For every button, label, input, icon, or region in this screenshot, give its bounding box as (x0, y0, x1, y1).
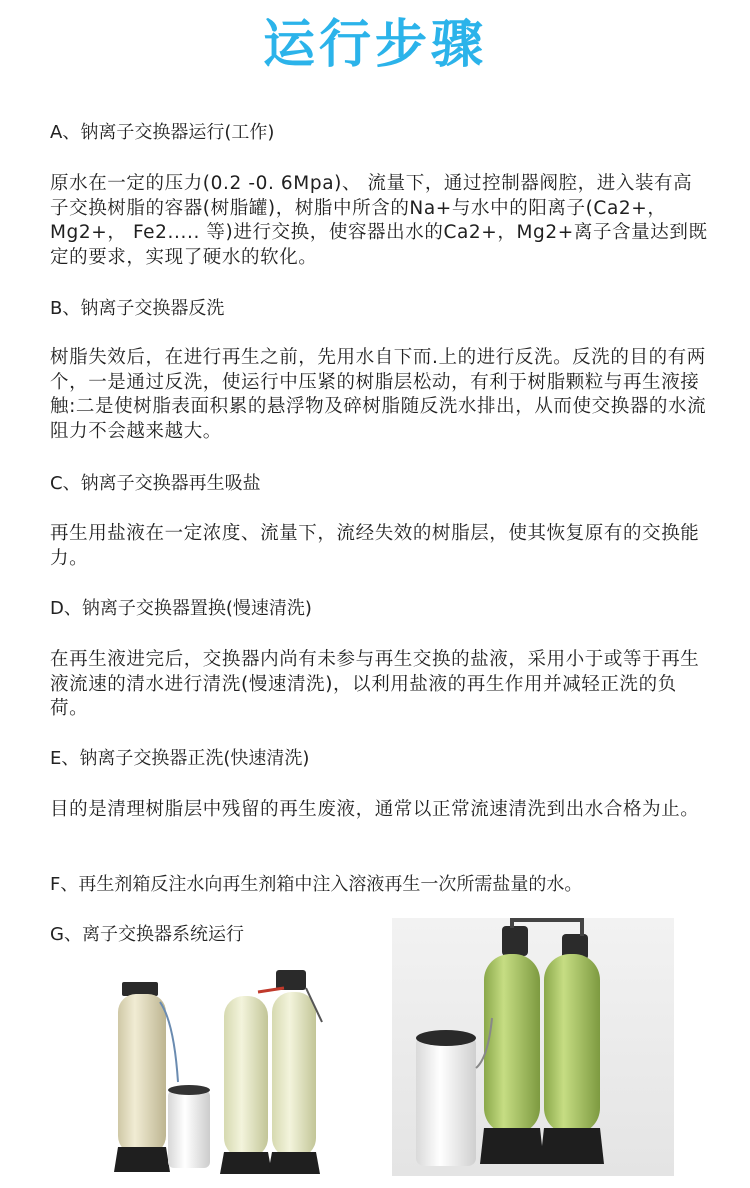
section-d-body: 在再生液进完后，交换器内尚有未参与再生交换的盐液，采用小于或等于再生液流速的清水进行清洗(慢速清洗)，以利用盐液的再生作用并减轻正洗的负荷。 (50, 649, 700, 720)
section-a-body: 原水在一定的压力(0.2 -0. 6Mpa)、 流量下，通过控制器阀腔，进入装有高子交换树脂的容器(树脂罐)，树脂中所含的Na+与水中的阳离子(Ca2+，Mg2+， Fe2..... 等)进行交换，使容器出水的Ca2+，Mg2+离子含量达到既定的要求，实现了硬水的软化。 (50, 173, 708, 269)
section-d-heading: D、钠离子交换器置换(慢速清洗) (50, 598, 312, 619)
softener-photo-right (392, 918, 674, 1176)
section-g-heading: G、离子交换器系统运行 (50, 924, 244, 945)
section-f-heading: F、再生剂箱反注水向再生剂箱中注入溶液再生一次所需盐量的水。 (50, 874, 583, 895)
softener-photo-left (108, 962, 338, 1177)
section-c-heading: C、钠离子交换器再生吸盐 (50, 473, 261, 494)
section-b-heading: B、钠离子交换器反洗 (50, 298, 225, 319)
section-c-body: 再生用盐液在一定浓度、流量下，流经失效的树脂层，使其恢复原有的交换能力。 (50, 523, 700, 569)
section-e-body: 目的是清理树脂层中残留的再生废液，通常以正常流速清洗到出水合格为止。 (50, 799, 700, 820)
page-title: 运行步骤 (262, 15, 487, 75)
section-a-heading: A、钠离子交换器运行(工作) (50, 122, 275, 143)
section-e-heading: E、钠离子交换器正洗(快速清洗) (50, 748, 310, 769)
section-b-body: 树脂失效后，在进行再生之前，先用水自下而.上的进行反洗。反洗的目的有两个，一是通过反洗，使运行中压紧的树脂层松动，有利于树脂颗粒与再生液接触:二是使树脂表面积累的悬浮物及碎树脂随反洗水排出，从而使交换器的水流阻力不会越来越大。 (50, 347, 707, 443)
